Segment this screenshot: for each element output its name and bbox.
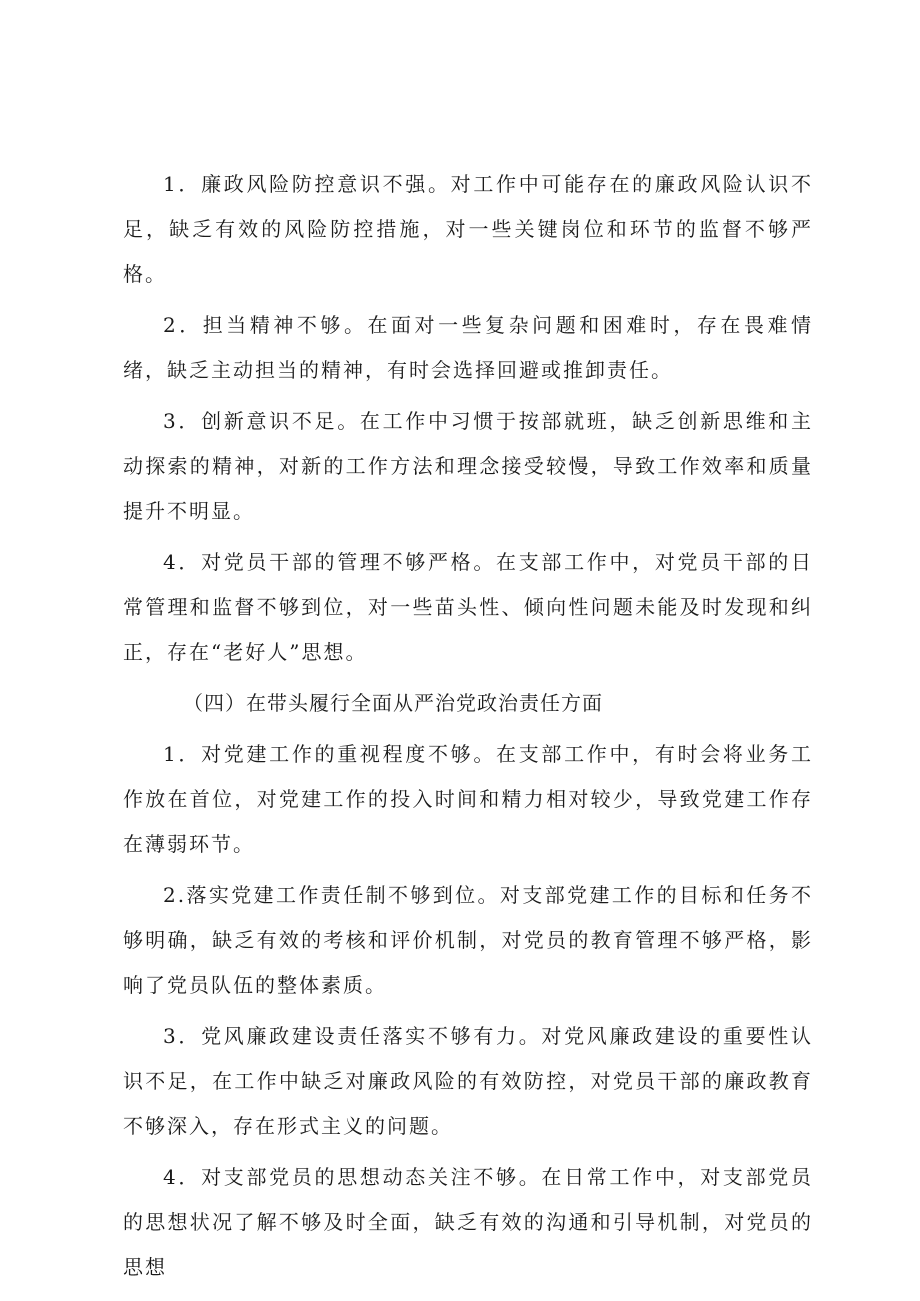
section-heading: （四）在带头履行全面从严治党政治责任方面 (183, 691, 603, 715)
list-item: 1．廉政风险防控意识不强。对工作中可能存在的廉政风险认识不足，缺乏有效的风险防控措施，对一些关键岗位和环节的监督不够严格。 (123, 172, 813, 286)
list-item: 4．对支部党员的思想动态关注不够。在日常工作中，对支部党员的思想状况了解不够及时全面，缺乏有效的沟通和引导机制，对党员的思想 (123, 1165, 813, 1279)
list-item: 4．对党员干部的管理不够严格。在支部工作中，对党员干部的日常管理和监督不够到位，对一些苗头性、倾向性问题未能及时发现和纠正，存在“老好人”思想。 (123, 550, 813, 664)
list-item: 1．对党建工作的重视程度不够。在支部工作中，有时会将业务工作放在首位，对党建工作的投入时间和精力相对较少，导致党建工作存在薄弱环节。 (123, 742, 813, 856)
document-body (123, 162, 813, 1296)
list-item: 3．创新意识不足。在工作中习惯于按部就班，缺乏创新思维和主动探索的精神，对新的工作方法和理念接受较慢，导致工作效率和质量提升不明显。 (123, 409, 813, 523)
list-item: 2．担当精神不够。在面对一些复杂问题和困难时，存在畏难情绪，缺乏主动担当的精神，有时会选择回避或推卸责任。 (123, 313, 813, 382)
list-item: 3．党风廉政建设责任落实不够有力。对党风廉政建设的重要性认识不足，在工作中缺乏对廉政风险的有效防控，对党员干部的廉政教育不够深入，存在形式主义的问题。 (123, 1024, 813, 1138)
list-item: 2.落实党建工作责任制不够到位。对支部党建工作的目标和任务不够明确，缺乏有效的考核和评价机制，对党员的教育管理不够严格，影响了党员队伍的整体素质。 (123, 883, 813, 997)
